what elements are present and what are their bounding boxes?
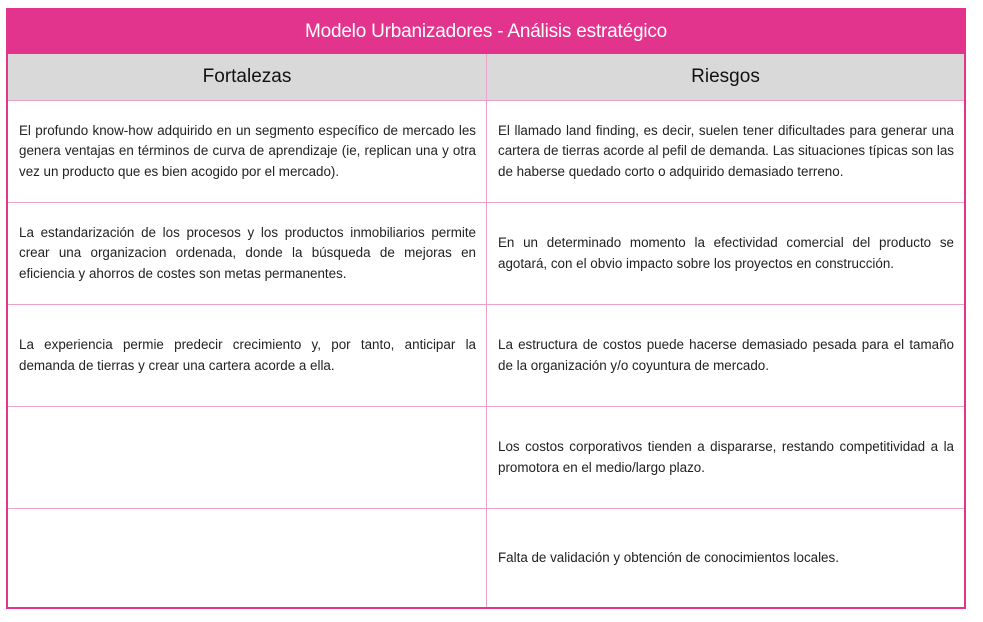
header-riesgos: Riesgos	[691, 66, 760, 87]
table-row	[8, 509, 964, 607]
table-header-row	[8, 54, 964, 101]
cell-text: En un determinado momento la efectividad comercial del producto se agotará, con el obvio impacto sobre los proyectos en construcción.	[498, 235, 954, 271]
cell-text: El llamado land finding, es decir, suelen tener dificultades para generar una cartera de tierras acorde al pefil de demanda. Las situaciones típicas son las de haberse quedado corto o adquirido demasiado terreno.	[498, 122, 954, 179]
cell-riesgo	[487, 407, 964, 508]
table-row	[8, 203, 964, 305]
cell-text: Falta de validación y obtención de conocimientos locales.	[498, 549, 839, 565]
cell-fortaleza	[8, 203, 487, 304]
table-title: Modelo Urbanizadores - Análisis estratégico	[8, 10, 964, 54]
cell-fortaleza	[8, 509, 487, 607]
cell-riesgo	[487, 509, 964, 607]
table-row	[8, 305, 964, 407]
cell-text: La estandarización de los procesos y los productos inmobiliarios permite crear una organizacion ordenada, donde la búsqueda de mejoras en eficiencia y ahorros de costes son metas permanentes.	[19, 224, 476, 281]
cell-fortaleza	[8, 407, 487, 508]
table-row	[8, 101, 964, 203]
header-fortalezas: Fortalezas	[8, 54, 487, 100]
swot-table	[6, 8, 966, 609]
cell-text: El profundo know-how adquirido en un segmento específico de mercado les genera ventajas en términos de curva de aprendizaje (ie, replican una y otra vez un producto que es bien acogido por el mercado).	[19, 122, 476, 179]
cell-riesgo	[487, 203, 964, 304]
cell-text: La estructura de costos puede hacerse demasiado pesada para el tamaño de la organización y/o coyuntura de mercado.	[498, 337, 954, 373]
table-row	[8, 407, 964, 509]
cell-fortaleza	[8, 101, 487, 202]
cell-riesgo	[487, 101, 964, 202]
cell-text: La experiencia permie predecir crecimiento y, por tanto, anticipar la demanda de tierras y crear una cartera acorde a ella.	[19, 337, 476, 373]
cell-riesgo	[487, 305, 964, 406]
cell-fortaleza	[8, 305, 487, 406]
cell-text: Los costos corporativos tienden a dispararse, restando competitividad a la promotora en el medio/largo plazo.	[498, 439, 954, 475]
